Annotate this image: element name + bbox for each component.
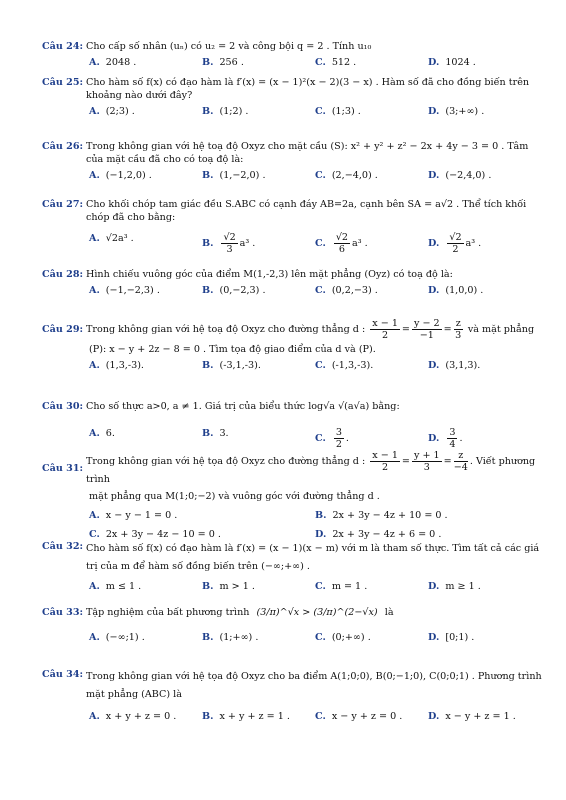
question-number: Câu 34: xyxy=(42,669,84,680)
option-d[interactable]: D. 2x + 3y − 4z + 6 = 0 . xyxy=(315,529,442,540)
question-28 xyxy=(42,268,542,297)
question-text-line2: (P): x − y + 2z − 8 = 0 . Tìm tọa độ giao điểm của d và (P). xyxy=(89,344,376,355)
answer-options xyxy=(89,232,542,255)
question-text: Trong không gian với hệ tọa độ Oxyz cho ba điểm A(1;0;0), B(0;−1;0), C(0;0;1) . Phương trình mặt phẳng (ABC) là xyxy=(86,671,542,700)
option-a[interactable]: A. 2048 . xyxy=(89,57,137,68)
option-b[interactable]: B. $\frac{√2}{3}$ a³ . xyxy=(202,232,256,255)
option-b[interactable]: B. (1;+∞) . xyxy=(202,632,259,643)
option-b[interactable]: B. (0,−2,3) . xyxy=(202,285,266,296)
fraction: $\frac{x - 1}{2}$ xyxy=(372,450,398,473)
answer-options xyxy=(89,169,542,182)
answer-options xyxy=(89,509,542,522)
question-33 xyxy=(42,606,542,644)
question-number: Câu 24: xyxy=(42,41,84,52)
question-31 xyxy=(42,450,542,541)
question-number: Câu 32: xyxy=(42,541,84,552)
option-b[interactable]: B. (1;2) . xyxy=(202,106,249,117)
answer-options xyxy=(89,427,542,450)
option-a[interactable]: A. 6. xyxy=(89,428,115,439)
option-d[interactable]: D. 1024 . xyxy=(428,57,476,68)
option-b[interactable]: B. m > 1 . xyxy=(202,581,255,592)
option-c[interactable]: C. (-1,3,-3). xyxy=(315,360,374,371)
question-number: Câu 28: xyxy=(42,269,84,280)
question-number: Câu 33: xyxy=(42,607,84,618)
option-c[interactable]: C. $\frac{√2}{6}$ a³ . xyxy=(315,232,368,255)
option-a[interactable]: A. (−1,−2,3) . xyxy=(89,285,160,296)
question-text: Trong không gian với hệ toạ độ Oxyz cho đường thẳng d : $\frac{x - 1}{2}$ = $\frac{y - 2}{-1}$ = $\frac{z}{3}$ và mặt phẳng xyxy=(86,318,535,341)
fraction: $\frac{3}{4}$ xyxy=(449,427,456,450)
option-b[interactable]: B. 256 . xyxy=(202,57,244,68)
question-number: Câu 31: xyxy=(42,462,84,474)
answer-options xyxy=(89,359,542,372)
question-text: Tập nghiệm của bất phương trình (3/π)^√x > (3/π)^(2−√x) là xyxy=(86,607,394,618)
fraction: $\frac{z}{-4}$ xyxy=(453,450,468,473)
option-c[interactable]: C. (0,2,−3) . xyxy=(315,285,378,296)
option-d[interactable]: D. m ≥ 1 . xyxy=(428,581,481,592)
fraction: $\frac{x - 1}{2}$ xyxy=(372,318,398,341)
question-32 xyxy=(42,540,542,593)
answer-options xyxy=(89,710,542,723)
fraction: $\frac{y + 1}{3}$ xyxy=(413,450,440,473)
fraction: $\frac{3}{2}$ xyxy=(335,427,342,450)
option-b[interactable]: B. x + y + z = 1 . xyxy=(202,711,290,722)
option-d[interactable]: D. [0;1) . xyxy=(428,632,475,643)
option-b[interactable]: B. 2x + 3y − 4z + 10 = 0 . xyxy=(315,510,448,521)
answer-options xyxy=(89,105,542,118)
option-c[interactable]: C. (1;3) . xyxy=(315,106,361,117)
option-a[interactable]: A. (1,3,-3). xyxy=(89,360,144,371)
option-c[interactable]: C. (2,−4,0) . xyxy=(315,170,378,181)
option-d[interactable]: D. $\frac{√2}{2}$ a³ . xyxy=(428,232,482,255)
option-a[interactable]: A. (−1,2,0) . xyxy=(89,170,152,181)
option-d[interactable]: D. (−2,4,0) . xyxy=(428,170,492,181)
option-a[interactable]: A. (2;3) . xyxy=(89,106,135,117)
option-c[interactable]: C. (0;+∞) . xyxy=(315,632,371,643)
question-text-line2: mặt phẳng qua M(1;0;−2) và vuông góc với đường thẳng d . xyxy=(89,491,380,502)
question-29 xyxy=(42,318,542,372)
question-text: Cho hàm số f(x) có đạo hàm là f′(x) = (x − 1)(x − m) với m là tham số thực. Tìm tất cả các giá trị của m để hàm số đồng biến trên (−∞;+∞) . xyxy=(86,543,540,572)
option-b[interactable]: B. (-3,1,-3). xyxy=(202,360,261,371)
question-text: Hình chiếu vuông góc của điểm M(1,-2,3) lên mặt phẳng (Oyz) có toạ độ là: xyxy=(86,269,453,280)
question-26 xyxy=(42,140,542,182)
option-d[interactable]: D. x − y + z = 1 . xyxy=(428,711,516,722)
option-c[interactable]: C. 2x + 3y − 4z − 10 = 0 . xyxy=(89,529,221,540)
question-34 xyxy=(42,668,542,723)
question-text: Trong không gian với hệ toạ độ Oxyz cho mặt cầu (S): x² + y² + z² − 2x + 4y − 3 = 0 . Tâm của mặt cầu đã cho có toạ độ là: xyxy=(86,141,529,165)
question-25 xyxy=(42,76,542,118)
question-number: Câu 26: xyxy=(42,141,84,152)
fraction: $\frac{√2}{6}$ xyxy=(335,232,349,255)
answer-options xyxy=(89,284,542,297)
option-a[interactable]: A. √2a³ . xyxy=(89,233,134,244)
option-d[interactable]: D. (1,0,0) . xyxy=(428,285,484,296)
fraction: $\frac{√2}{2}$ xyxy=(449,232,462,255)
question-24 xyxy=(42,40,542,69)
fraction: $\frac{√2}{3}$ xyxy=(223,232,236,255)
option-c[interactable]: C. 512 . xyxy=(315,57,357,68)
question-text: Cho cấp số nhân (uₙ) có u₂ = 2 và công bội q = 2 . Tính u₁₀ xyxy=(86,41,372,52)
question-number: Câu 29: xyxy=(42,324,84,335)
question-27 xyxy=(42,198,542,255)
option-d[interactable]: D. (3,1,3). xyxy=(428,360,481,371)
option-a[interactable]: A. m ≤ 1 . xyxy=(89,581,142,592)
answer-options xyxy=(89,631,542,644)
question-number: Câu 25: xyxy=(42,77,84,88)
option-a[interactable]: A. x − y − 1 = 0 . xyxy=(89,510,178,521)
question-text: Cho hàm số f(x) có đạo hàm là f′(x) = (x − 1)²(x − 2)(3 − x) . Hàm số đã cho đồng biến trên khoảng nào dưới đây? xyxy=(86,77,530,101)
question-30 xyxy=(42,400,542,450)
option-c[interactable]: C. x − y + z = 0 . xyxy=(315,711,403,722)
option-b[interactable]: B. (1,−2,0) . xyxy=(202,170,266,181)
option-c[interactable]: C. m = 1 . xyxy=(315,581,368,592)
answer-options xyxy=(89,580,542,593)
fraction: $\frac{z}{3}$ xyxy=(455,318,462,341)
fraction: $\frac{y - 2}{-1}$ xyxy=(413,318,440,341)
question-number: Câu 30: xyxy=(42,401,84,412)
option-d[interactable]: D. (3;+∞) . xyxy=(428,106,485,117)
inequality-expression: (3/π)^√x > (3/π)^(2−√x) xyxy=(256,607,378,618)
answer-options xyxy=(89,56,542,69)
option-c[interactable]: C. $\frac{3}{2}$ . xyxy=(315,427,349,450)
question-text: Cho số thực a>0, a ≠ 1. Giá trị của biểu thức log√a √(a√a) bằng: xyxy=(86,401,400,412)
option-a[interactable]: A. x + y + z = 0 . xyxy=(89,711,177,722)
question-number: Câu 27: xyxy=(42,199,84,210)
question-text: Trong không gian với hệ tọa độ Oxyz cho đường thẳng d : $\frac{x - 1}{2}$ = $\frac{y + 1}{3}$ = $\frac{z}{-4}$ . Viết phương trình xyxy=(86,450,536,485)
option-d[interactable]: D. $\frac{3}{4}$ . xyxy=(428,427,463,450)
option-a[interactable]: A. (−∞;1) . xyxy=(89,632,145,643)
option-b[interactable]: B. 3. xyxy=(202,428,229,439)
question-text: Cho khối chóp tam giác đều S.ABC có cạnh đáy AB=2a, cạnh bên SA = a√2 . Thể tích khối chóp đã cho bằng: xyxy=(86,199,527,223)
